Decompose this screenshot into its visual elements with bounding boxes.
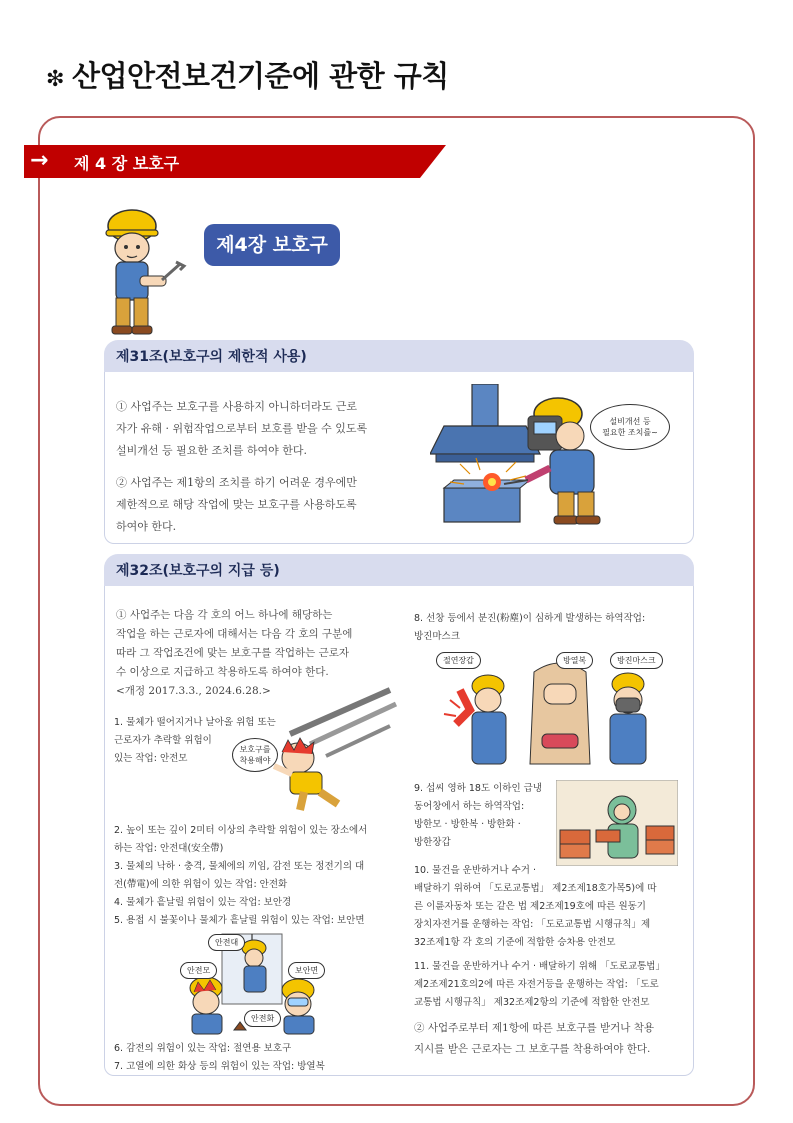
item1-speech-bubble: 보호구를 착용해야 bbox=[232, 738, 278, 772]
asterisk-icon: ❇ bbox=[46, 67, 64, 92]
tag-heat-suit: 방열복 bbox=[556, 652, 593, 669]
arrow-right-icon: → bbox=[30, 148, 49, 173]
article32-item10: 10. 물건을 운반하거나 수거 · 배달하기 위하여 「도로교통법」 제2조제18호가목5)에 따 른 이륜자동차 또는 같은 법 제2조제19호에 따른 원동기 장치자전거를 운행하는 작업: 「도로교통법 시행규칙」제 32조제1항 각 호의 기준에 적합한 승차용 안전모 bbox=[414, 865, 657, 948]
article32-items6to7: 6. 감전의 위험이 있는 작업: 절연용 보호구 7. 고열에 의한 화상 등의 위험이 있는 작업: 방열복 bbox=[114, 1043, 325, 1072]
tag-safety-harness: 안전대 bbox=[208, 934, 245, 951]
worker-mascot-illustration bbox=[100, 204, 190, 342]
cold-storage-worker-illustration bbox=[556, 780, 678, 866]
article32-paragraph2: ② 사업주로부터 제1항에 따른 보호구를 받거나 착용 지시를 받은 근로자는 그 보호구를 착용하여야 한다. bbox=[414, 1022, 655, 1055]
article31-paragraph2: ② 사업주는 제1항의 조치를 하기 어려운 경우에만 제한적으로 해당 작업에 맞는 보호구를 사용하도록 하여야 한다. bbox=[116, 476, 357, 533]
article32-item8: 8. 선창 등에서 분진(粉塵)이 심하게 발생하는 하역작업: 방진마스크 bbox=[414, 613, 646, 642]
article31-paragraph1: ① 사업주는 보호구를 사용하지 아니하더라도 근로 자가 유해 · 위험작업으로부터 보호를 받을 수 있도록 설비개선 등 필요한 조치를 하여야 한다. bbox=[116, 400, 368, 457]
article31-speech-bubble: 설비개선 등 필요한 조치를~ bbox=[590, 404, 670, 450]
article32-items2to5: 2. 높이 또는 깊이 2미터 이상의 추락할 위험이 있는 장소에서 하는 작업: 안전대(安全帶) 3. 물체의 낙하 · 충격, 물체에의 끼임, 감전 또는 정전기의 대 전(帶電)에 의한 위험이 있는 작업: 안전화 4. 물체가 흩날릴 위험이 있는 작업: 보안경 5. 용접 시 불꽃이나 물체가 흩날릴 위험이 있는 작업: 보안면 bbox=[114, 825, 368, 926]
tag-face-shield: 보안면 bbox=[288, 962, 325, 979]
tag-hard-hat: 안전모 bbox=[180, 962, 217, 979]
article32-intro: ① 사업주는 다음 각 호의 어느 하나에 해당하는 작업을 하는 근로자에 대해서는 다음 각 호의 구분에 따라 그 작업조건에 맞는 보호구를 작업하는 근로자 수 이상으로 지급하고 착용하도록 하여야 한다. <개정 2017.3.3., 2024.6.28.> bbox=[116, 609, 353, 697]
tag-safety-shoes: 안전화 bbox=[244, 1010, 281, 1027]
tag-dust-mask: 방진마스크 bbox=[610, 652, 663, 669]
article31-heading: 제31조(보호구의 제한적 사용) bbox=[116, 349, 307, 365]
tag-insulating-gloves: 절연장갑 bbox=[436, 652, 481, 669]
article32-item9: 9. 섭씨 영하 18도 이하인 급냉 동어창에서 하는 하역작업: 방한모 · 방한복 · 방한화 · 방한장갑 bbox=[414, 783, 543, 848]
chapter-label: 제 4 장 보호구 bbox=[74, 154, 180, 173]
page-title bbox=[46, 54, 449, 95]
page-title-text: 산업안전보건기준에 관한 규칙 bbox=[71, 59, 449, 93]
article32-item11: 11. 물건을 운반하거나 수거 · 배달하기 위해 「도로교통법」 제2조제21호의2에 따른 자전거등을 운행하는 작업: 「도로 교통법 시행규칙」 제32조제2항의 기준에 적합한 안전모 bbox=[414, 961, 665, 1008]
article32-item1: 1. 물체가 떨어지거나 날아올 위험 또는 근로자가 추락할 위험이 있는 작업: 안전모 bbox=[114, 717, 276, 764]
chapter-bubble-title: 제4장 보호구 bbox=[204, 224, 340, 266]
article32-heading: 제32조(보호구의 지급 등) bbox=[116, 563, 280, 579]
article32-header bbox=[104, 554, 694, 586]
article31-header bbox=[104, 340, 694, 372]
